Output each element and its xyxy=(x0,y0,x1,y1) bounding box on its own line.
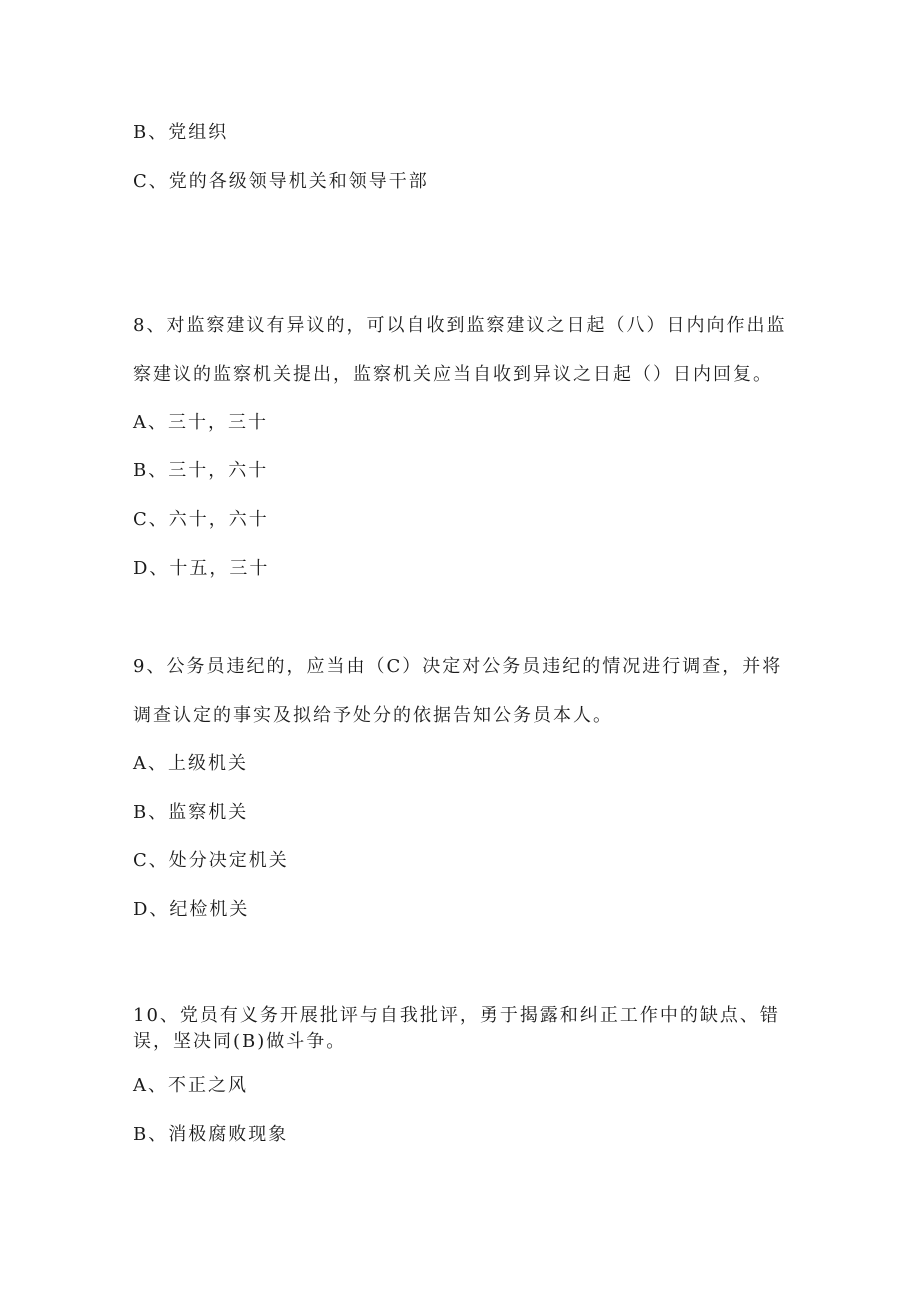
question-8-option-d: D、十五，三十 xyxy=(133,558,270,579)
question-9-stem-line-1: 9、公务员违纪的，应当由（C）决定对公务员违纪的情况进行调查，并将 xyxy=(133,656,783,677)
question-10-stem-line-2: 误，坚决同(B)做斗争。 xyxy=(133,1031,347,1052)
question-9-option-d: D、纪检机关 xyxy=(133,899,250,920)
question-7-option-b: B、党组织 xyxy=(133,122,229,143)
question-9-stem-line-2: 调查认定的事实及拟给予处分的依据告知公务员本人。 xyxy=(133,705,613,726)
question-8-option-a: A、三十，三十 xyxy=(133,412,268,433)
question-8-stem-line-2: 察建议的监察机关提出，监察机关应当自收到异议之日起（）日内回复。 xyxy=(133,364,773,385)
question-10-option-b: B、消极腐败现象 xyxy=(133,1124,289,1145)
question-10-option-a: A、不正之风 xyxy=(133,1075,248,1096)
question-8-option-c: C、六十，六十 xyxy=(133,509,269,530)
question-9-option-c: C、处分决定机关 xyxy=(133,850,289,871)
question-10-stem-line-1: 10、党员有义务开展批评与自我批评，勇于揭露和纠正工作中的缺点、错 xyxy=(133,1005,780,1026)
question-8-stem-line-1: 8、对监察建议有异议的，可以自收到监察建议之日起（八）日内向作出监 xyxy=(133,315,787,336)
question-9-option-b: B、监察机关 xyxy=(133,802,249,823)
question-9-option-a: A、上级机关 xyxy=(133,753,248,774)
question-7-option-c: C、党的各级领导机关和领导干部 xyxy=(133,171,429,192)
question-8-option-b: B、三十，六十 xyxy=(133,460,269,481)
